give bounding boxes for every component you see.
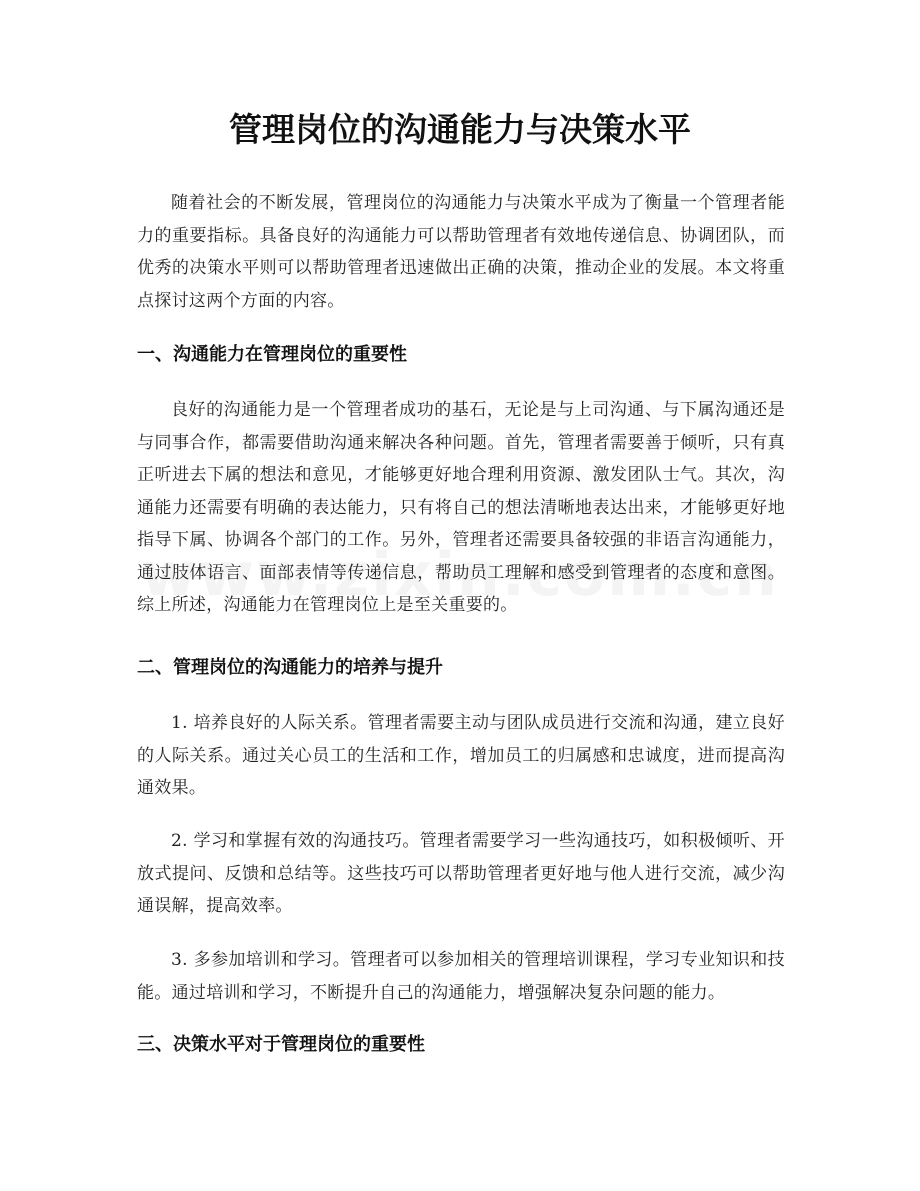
intro-paragraph: 随着社会的不断发展，管理岗位的沟通能力与决策水平成为了衡量一个管理者能力的重要指标。具备良好的沟通能力可以帮助管理者有效地传递信息、协调团队，而优秀的决策水平则可以帮助管理者迅速做出正确的决策，推动企业的发展。本文将重点探讨这两个方面的内容。 — [137, 193, 785, 311]
section-1-paragraph: 良好的沟通能力是一个管理者成功的基石，无论是与上司沟通、与下属沟通还是与同事合作，都需要借助沟通来解决各种问题。首先，管理者需要善于倾听，只有真正听进去下属的想法和意见，才能够更好地合理利用资源、激发团队士气。其次，沟通能力还需要有明确的表达能力，只有将自己的想法清晰地表达出来，才能够更好地指导下属、协调各个部门的工作。另外，管理者还需要具备较强的非语言沟通能力，通过肢体语言、面部表情等传递信息，帮助员工理解和感受到管理者的态度和意图。综上所述，沟通能力在管理岗位上是至关重要的。 — [137, 400, 785, 615]
section-3-heading: 三、决策水平对于管理岗位的重要性 — [137, 1034, 425, 1055]
section-1-heading: 一、沟通能力在管理岗位的重要性 — [137, 344, 407, 365]
section-2-item-3: 3. 多参加培训和学习。管理者可以参加相关的管理培训课程，学习专业知识和技能。通过培训和学习，不断提升自己的沟通能力，增强解决复杂问题的能力。 — [137, 950, 785, 1003]
document-title: 管理岗位的沟通能力与决策水平 — [229, 110, 691, 149]
section-2-item-1: 1. 培养良好的人际关系。管理者需要主动与团队成员进行交流和沟通，建立良好的人际关系。通过关心员工的生活和工作，增加员工的归属感和忠诚度，进而提高沟通效果。 — [137, 713, 785, 798]
section-2-item-2: 2. 学习和掌握有效的沟通技巧。管理者需要学习一些沟通技巧，如积极倾听、开放式提问、反馈和总结等。这些技巧可以帮助管理者更好地与他人进行交流，减少沟通误解，提高效率。 — [137, 831, 785, 916]
section-2-heading: 二、管理岗位的沟通能力的培养与提升 — [137, 657, 443, 678]
